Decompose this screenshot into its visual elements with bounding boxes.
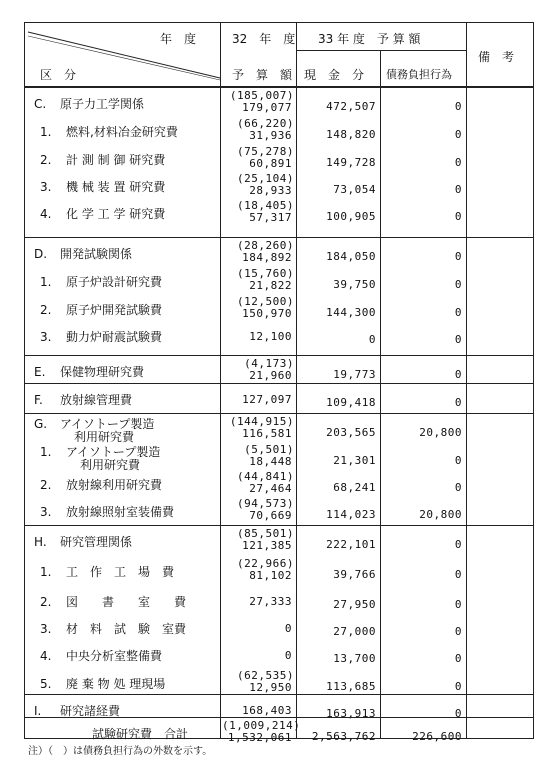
row-title: 中央分析室整備費 <box>66 649 163 663</box>
table-row <box>0 617 545 645</box>
fy33-debt-cell: 20,800 <box>419 426 462 439</box>
fy33-cash-cell: 21,301 <box>333 454 376 467</box>
fy32-debt-figure: (25,104) <box>237 172 294 185</box>
fy33-cash-cell: 73,054 <box>333 183 376 196</box>
table-row <box>0 669 545 700</box>
fy33-debt-cell: 0 <box>454 680 462 693</box>
row-index: 1. <box>40 125 52 139</box>
row-index: 1. <box>40 565 52 579</box>
fy32-budget-cell <box>222 528 292 552</box>
fy33-cash-cell: 144,300 <box>326 306 376 319</box>
item-label <box>40 304 162 317</box>
fy32-debt-figure: (85,501) <box>237 527 294 540</box>
fy33-debt-cell: 0 <box>454 210 462 223</box>
fy32-budget-cell <box>222 558 292 582</box>
item-label <box>40 208 165 221</box>
fy33-cash-cell: 27,000 <box>333 625 376 638</box>
fy33-cash-cell: 222,101 <box>326 538 376 551</box>
fy33-debt-cell: 0 <box>454 250 462 263</box>
fy33-cash-cell: 113,685 <box>326 680 376 693</box>
row-title: 原子力工学関係 <box>60 97 145 111</box>
fy32-budget-cell <box>222 358 292 382</box>
fy32-debt-figure: (28,260) <box>237 239 294 252</box>
table-row <box>0 590 545 618</box>
row-index: 3. <box>40 180 52 194</box>
row-title-line2: 利用研究費 <box>74 430 135 444</box>
item-label <box>40 331 162 344</box>
row-index: 3. <box>40 622 52 636</box>
fy32-budget-cell <box>222 719 301 744</box>
row-index: G. <box>34 417 48 431</box>
item-label <box>40 154 165 167</box>
fy33-debt-cell: 0 <box>454 652 462 665</box>
header-fy32: 32 年 度 <box>232 32 296 46</box>
fy32-debt-figure: (18,405) <box>237 199 294 212</box>
fy32-value: 60,891 <box>249 157 292 170</box>
table-row <box>0 557 545 588</box>
row-index: 2. <box>40 303 52 317</box>
row-index: 1. <box>40 275 52 289</box>
fy33-debt-cell: 20,800 <box>419 508 462 521</box>
row-title: 廃 棄 物 処 理現場 <box>66 677 166 691</box>
fy33-cash-cell: 39,766 <box>333 568 376 581</box>
row-title: 試験研究費 合計 <box>92 727 189 741</box>
row-title: アイソトープ製造 <box>66 445 161 459</box>
row-index: 3. <box>40 330 52 344</box>
header-debt: 債務負担行為 <box>386 68 452 81</box>
fy32-value: 21,822 <box>249 279 292 292</box>
fy33-cash-cell: 100,905 <box>326 210 376 223</box>
fy33-debt-cell: 0 <box>454 100 462 113</box>
fy33-debt-cell: 0 <box>454 333 462 346</box>
row-index: 4. <box>40 649 52 663</box>
row-index: E. <box>34 365 46 379</box>
fy33-cash-cell: 68,241 <box>333 481 376 494</box>
fy32-value: 179,077 <box>242 101 292 114</box>
fy33-debt-cell: 0 <box>454 306 462 319</box>
item-label <box>40 596 186 609</box>
fy32-value: 0 <box>284 622 292 635</box>
fy32-budget-cell <box>222 200 292 224</box>
fy32-value: 121,385 <box>242 539 292 552</box>
fy32-budget-cell <box>222 90 292 114</box>
item-label <box>40 650 162 663</box>
table-row <box>0 295 545 326</box>
header-fy33: 33 年 度 予 算 額 <box>318 32 421 46</box>
row-title: 原子炉開発試験費 <box>66 303 163 317</box>
header-fy32-budget: 予 算 額 <box>232 68 293 82</box>
fy33-cash-cell: 13,700 <box>333 652 376 665</box>
item-label <box>40 506 174 519</box>
header-cash: 現 金 分 <box>304 68 365 82</box>
row-title-line2: 利用研究費 <box>80 458 141 472</box>
fy32-budget-cell <box>222 118 292 142</box>
fy33-cash-cell: 472,507 <box>326 100 376 113</box>
item-label <box>40 446 160 472</box>
category-label <box>34 366 144 379</box>
row-title: 研究諸経費 <box>60 704 121 718</box>
fy32-value: 27,464 <box>249 482 292 495</box>
row-title: 保健物理研究費 <box>60 365 145 379</box>
total-label <box>66 728 188 741</box>
row-index: H. <box>34 535 47 549</box>
row-title: 研究管理関係 <box>60 535 133 549</box>
category-label <box>34 98 144 111</box>
fy32-budget-cell <box>222 173 292 197</box>
fy32-debt-figure: (144,915) <box>229 415 294 428</box>
fy32-debt-figure: (75,278) <box>237 145 294 158</box>
fy33-debt-cell: 0 <box>454 481 462 494</box>
row-index: 1. <box>40 445 52 459</box>
fy32-budget-cell <box>222 146 292 170</box>
category-label <box>34 536 132 549</box>
fy32-budget-cell <box>222 471 292 495</box>
fy32-value: 57,317 <box>249 211 292 224</box>
fy33-debt-cell: 0 <box>454 625 462 638</box>
row-title: 化 学 工 学 研究費 <box>66 207 166 221</box>
fy32-value: 81,102 <box>249 569 292 582</box>
fy33-cash-cell: 109,418 <box>326 396 376 409</box>
fy33-debt-cell: 0 <box>454 156 462 169</box>
row-title: 図 書 室 費 <box>66 595 187 609</box>
row-title: 機 械 装 置 研究費 <box>66 180 166 194</box>
fy32-debt-figure: (44,841) <box>237 470 294 483</box>
fy33-debt-cell: 0 <box>454 183 462 196</box>
fy33-cash-cell: 149,728 <box>326 156 376 169</box>
row-index: D. <box>34 247 48 261</box>
item-label <box>40 678 165 691</box>
fy32-debt-figure: (12,500) <box>237 295 294 308</box>
table-row <box>0 388 545 416</box>
fy33-cash-cell: 19,773 <box>333 368 376 381</box>
fy32-debt-figure: (66,220) <box>237 117 294 130</box>
fy33-debt-cell: 0 <box>454 598 462 611</box>
fy32-debt-figure: (94,573) <box>237 497 294 510</box>
fy33-cash-cell: 0 <box>368 333 376 346</box>
fy32-value: 1,532,061 <box>227 731 292 744</box>
row-title: 動力炉耐震試験費 <box>66 330 163 344</box>
fy32-debt-figure: (62,535) <box>237 669 294 682</box>
table-row <box>0 239 545 270</box>
table-row <box>0 117 545 148</box>
row-index: 2. <box>40 153 52 167</box>
fy33-debt-cell: 0 <box>454 396 462 409</box>
fy33-cash-cell: 114,023 <box>326 508 376 521</box>
fy32-value: 70,669 <box>249 509 292 522</box>
fy32-value: 31,936 <box>249 129 292 142</box>
category-label <box>34 418 154 444</box>
fy33-cash-cell: 27,950 <box>333 598 376 611</box>
fy32-value: 127,097 <box>242 393 292 406</box>
table-row <box>0 415 545 446</box>
fy33-debt-cell: 226,600 <box>412 730 462 743</box>
fy32-debt-figure: (22,966) <box>237 557 294 570</box>
section-divider <box>24 383 534 384</box>
fy32-value: 21,960 <box>249 369 292 382</box>
fy32-budget-cell <box>222 331 292 343</box>
table-row <box>0 325 545 353</box>
section-divider <box>24 694 534 695</box>
fy32-budget-cell <box>222 498 292 522</box>
table-row <box>0 89 545 120</box>
row-index: 5. <box>40 677 52 691</box>
fy33-cash-cell: 39,750 <box>333 278 376 291</box>
fy32-value: 150,970 <box>242 307 292 320</box>
row-title: 材 料 試 験 室費 <box>66 622 187 636</box>
fy32-budget-cell <box>222 296 292 320</box>
fy33-debt-cell: 0 <box>454 278 462 291</box>
fy32-value: 27,333 <box>249 595 292 608</box>
fy32-value: 0 <box>284 649 292 662</box>
fy32-value: 184,892 <box>242 251 292 264</box>
section-divider <box>24 525 534 526</box>
fy32-value: 28,933 <box>249 184 292 197</box>
row-title: 開発試験関係 <box>60 247 133 261</box>
fy32-value: 12,950 <box>249 681 292 694</box>
row-title: 放射線照射室装備費 <box>66 505 175 519</box>
row-index: 2. <box>40 595 52 609</box>
fy32-budget-cell <box>222 416 292 440</box>
row-index: 2. <box>40 478 52 492</box>
fy33-debt-cell: 0 <box>454 568 462 581</box>
fy33-debt-cell: 0 <box>454 707 462 720</box>
fy33-cash-cell: 203,565 <box>326 426 376 439</box>
fy32-budget-cell <box>222 240 292 264</box>
category-label <box>34 248 132 261</box>
table-row <box>0 527 545 558</box>
fy32-debt-figure: (185,007) <box>229 89 294 102</box>
table-row <box>0 199 545 230</box>
row-title: 計 測 制 御 研究費 <box>66 153 166 167</box>
fy32-budget-cell <box>222 596 292 608</box>
fy33-debt-cell: 0 <box>454 128 462 141</box>
section-divider <box>24 717 534 718</box>
row-title: 原子炉設計研究費 <box>66 275 163 289</box>
fy33-cash-cell: 184,050 <box>326 250 376 263</box>
row-index: 4. <box>40 207 52 221</box>
row-title: 燃料,材料冶金研究費 <box>66 125 178 139</box>
fy33-cash-cell: 163,913 <box>326 707 376 720</box>
item-label <box>40 181 165 194</box>
row-index: 3. <box>40 505 52 519</box>
section-divider <box>24 413 534 414</box>
fy32-budget-cell <box>222 268 292 292</box>
fy33-debt-cell: 0 <box>454 538 462 551</box>
row-index: C. <box>34 97 47 111</box>
fy32-budget-cell <box>222 650 292 662</box>
fy33-cash-cell: 148,820 <box>326 128 376 141</box>
item-label <box>40 126 178 139</box>
fy32-value: 116,581 <box>242 427 292 440</box>
row-index: I. <box>34 704 42 718</box>
fy32-budget-cell <box>222 623 292 635</box>
fy32-value: 12,100 <box>249 330 292 343</box>
fy33-debt-cell: 0 <box>454 454 462 467</box>
fy32-budget-cell <box>222 394 292 406</box>
fy32-debt-figure: (4,173) <box>244 357 294 370</box>
section-divider <box>24 237 534 238</box>
row-title: アイソトープ製造 <box>60 417 155 431</box>
fy32-debt-figure: (15,760) <box>237 267 294 280</box>
fy32-budget-cell <box>222 444 292 468</box>
item-label <box>40 479 162 492</box>
section-divider <box>24 355 534 356</box>
fy32-budget-cell <box>222 705 292 717</box>
footnote: 注）（ ）は債務負担行為の外数を示す。 <box>28 746 213 757</box>
fy32-debt-figure: (1,009,214) <box>222 719 301 732</box>
table-row <box>0 267 545 298</box>
table-row <box>0 497 545 528</box>
item-label <box>40 623 186 636</box>
fy32-value: 168,403 <box>242 704 292 717</box>
fy33-cash-cell: 2,563,762 <box>311 730 376 743</box>
item-label <box>40 276 162 289</box>
row-title: 工 作 工 場 費 <box>66 565 175 579</box>
category-label <box>34 394 132 407</box>
row-title: 放射線利用研究費 <box>66 478 163 492</box>
header-remarks: 備 考 <box>478 50 515 64</box>
fy32-value: 18,448 <box>249 455 292 468</box>
fy33-debt-cell: 0 <box>454 368 462 381</box>
row-title: 放射線管理費 <box>60 393 133 407</box>
row-index: F. <box>34 393 43 407</box>
item-label <box>40 566 174 579</box>
fy32-debt-figure: (5,501) <box>244 443 294 456</box>
fy32-budget-cell <box>222 670 292 694</box>
header-kubun: 区 分 <box>40 68 77 82</box>
header-nendo: 年 度 <box>160 32 197 46</box>
table-row <box>0 644 545 672</box>
